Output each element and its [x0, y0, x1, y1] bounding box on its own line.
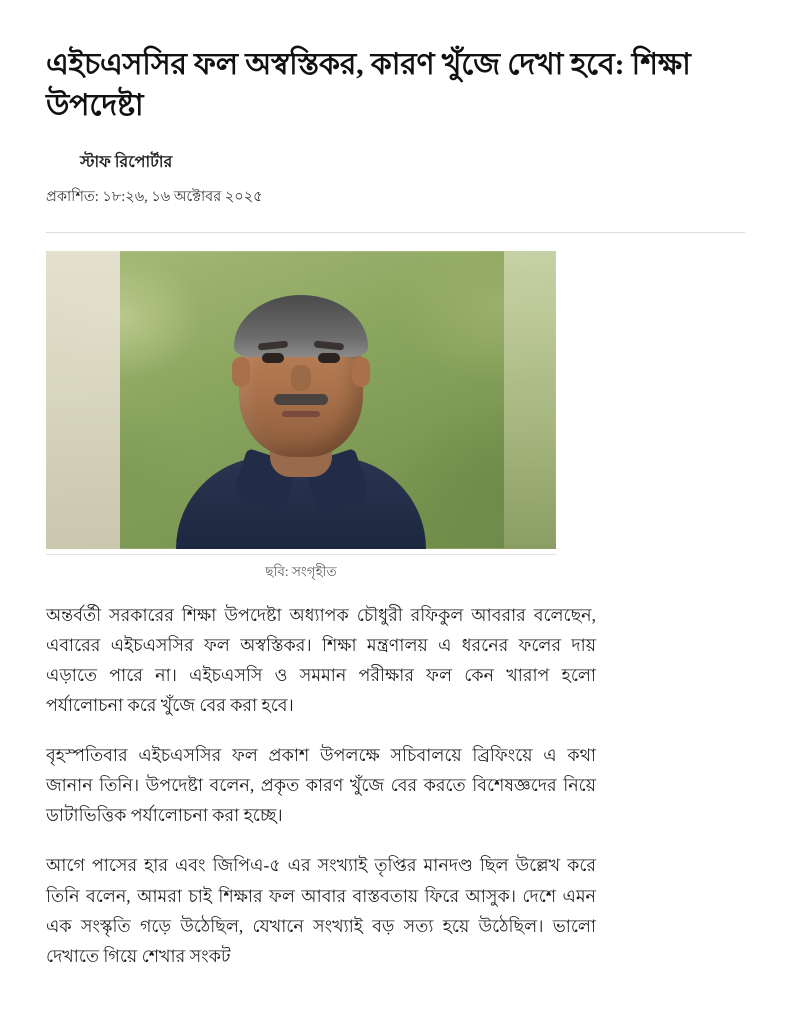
- photo-background-right: [504, 251, 556, 549]
- portrait-photo: [46, 251, 556, 549]
- subject-ear-right: [352, 357, 370, 387]
- subject-eye-left: [262, 353, 284, 363]
- article-body: [46, 600, 596, 971]
- subject-eye-right: [318, 353, 340, 363]
- subject-hair: [234, 295, 368, 357]
- photo-subject: [176, 297, 426, 549]
- article-paragraph: আগে পাসের হার এবং জিপিএ-৫ এর সংখ্যাই তৃপ্তির মানদণ্ড ছিল উল্লেখ করে তিনি বলেন, আমরা চাই শিক্ষার ফল আবার বাস্তবতায় ফিরে আসুক। দেশে এমন এক সংস্কৃতি গড়ে উঠেছিল, যেখানে সংখ্যাই বড় সত্য হয়ে উঠেছিল। ভালো দেখাতে গিয়ে শেখার সংকট: [46, 855, 596, 966]
- subject-nose: [291, 365, 311, 391]
- article-figure: [46, 251, 556, 584]
- subject-ear-left: [232, 357, 250, 387]
- byline-author: স্টাফ রিপোর্টার: [80, 153, 173, 171]
- article-paragraph: অন্তর্বর্তী সরকারের শিক্ষা উপদেষ্টা অধ্যাপক চৌধুরী রফিকুল আবরার বলেছেন, এবারের এইচএসসির ফল অস্বস্তিকর। শিক্ষা মন্ত্রণালয় এ ধরনের ফলের দায় এড়াতে পারে না। এইচএসসি ও সমমান পরীক্ষার ফল কেন খারাপ হলো পর্যালোচনা করে খুঁজে বের করা হবে।: [46, 604, 596, 716]
- page-title: এইচএসসির ফল অস্বস্তিকর, কারণ খুঁজে দেখা হবে: শিক্ষা উপদেষ্টা: [46, 48, 691, 123]
- subject-mouth: [282, 411, 320, 417]
- publish-timestamp: প্রকাশিত: ১৮:২৬, ১৬ অক্টোবর ২০২৫: [46, 188, 263, 205]
- photo-caption: ছবি: সংগৃহীত: [46, 554, 556, 584]
- subject-mustache: [274, 394, 328, 405]
- header-divider: [46, 232, 745, 233]
- photo-background-left: [46, 251, 120, 549]
- article-paragraph: বৃহস্পতিবার এইচএসসির ফল প্রকাশ উপলক্ষে সচিবালয়ে ব্রিফিংয়ে এ কথা জানান তিনি। উপদেষ্টা বলেন, প্রকৃত কারণ খুঁজে বের করতে বিশেষজ্ঞদের নিয়ে ডাটাভিত্তিক পর্যালোচনা করা হচ্ছে।: [46, 745, 596, 826]
